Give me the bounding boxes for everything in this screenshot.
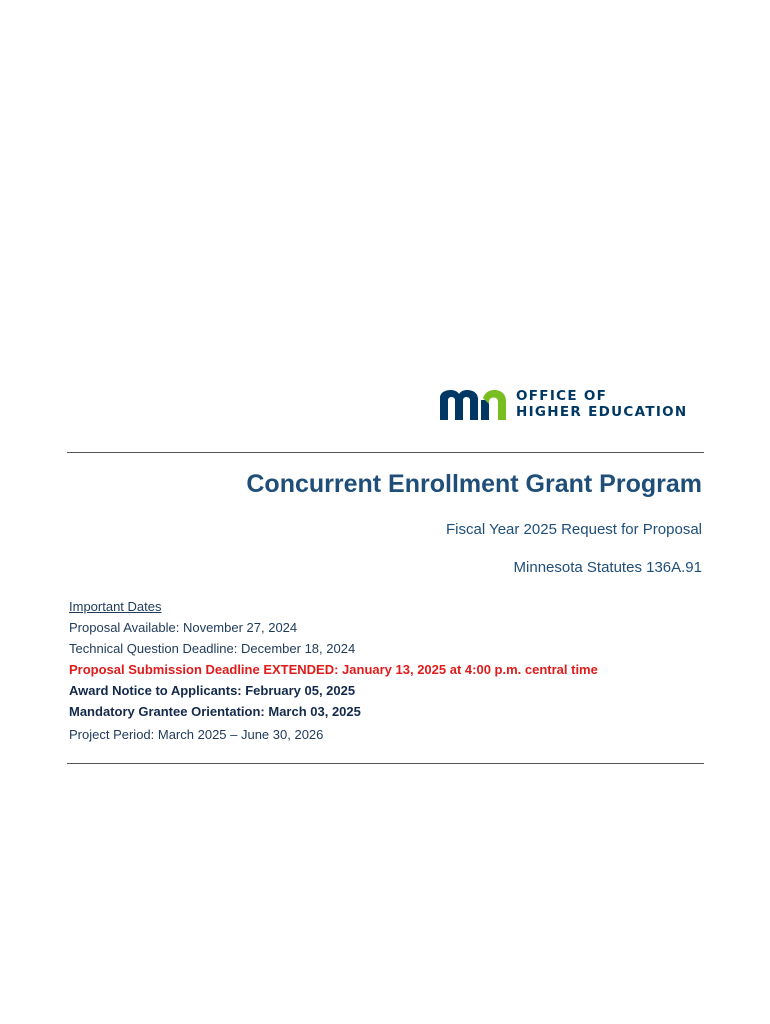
- grantee-orientation-date: Mandatory Grantee Orientation: March 03, 2025: [69, 704, 361, 719]
- top-divider: [67, 452, 704, 453]
- important-dates-heading: Important Dates: [69, 599, 162, 614]
- logo-line-2: HIGHER EDUCATION: [516, 404, 688, 420]
- logo-wordmark: [516, 388, 688, 420]
- bottom-divider: [67, 763, 704, 764]
- project-period: Project Period: March 2025 – June 30, 2026: [69, 727, 324, 742]
- mn-ohe-logo: [438, 388, 688, 420]
- page-title: Concurrent Enrollment Grant Program: [246, 470, 702, 498]
- proposal-available-date: Proposal Available: November 27, 2024: [69, 620, 298, 635]
- logo-line-1: OFFICE OF: [516, 388, 608, 404]
- mn-logo-icon: [438, 388, 508, 420]
- important-dates-section: [69, 596, 598, 745]
- technical-question-deadline: Technical Question Deadline: December 18, 2024: [69, 641, 356, 656]
- page-subtitle: Fiscal Year 2025 Request for Proposal: [446, 521, 702, 538]
- statute-reference: Minnesota Statutes 136A.91: [513, 559, 702, 576]
- submission-deadline-extended: Proposal Submission Deadline EXTENDED: January 13, 2025 at 4:00 p.m. central time: [69, 662, 598, 677]
- award-notice-date: Award Notice to Applicants: February 05, 2025: [69, 683, 356, 698]
